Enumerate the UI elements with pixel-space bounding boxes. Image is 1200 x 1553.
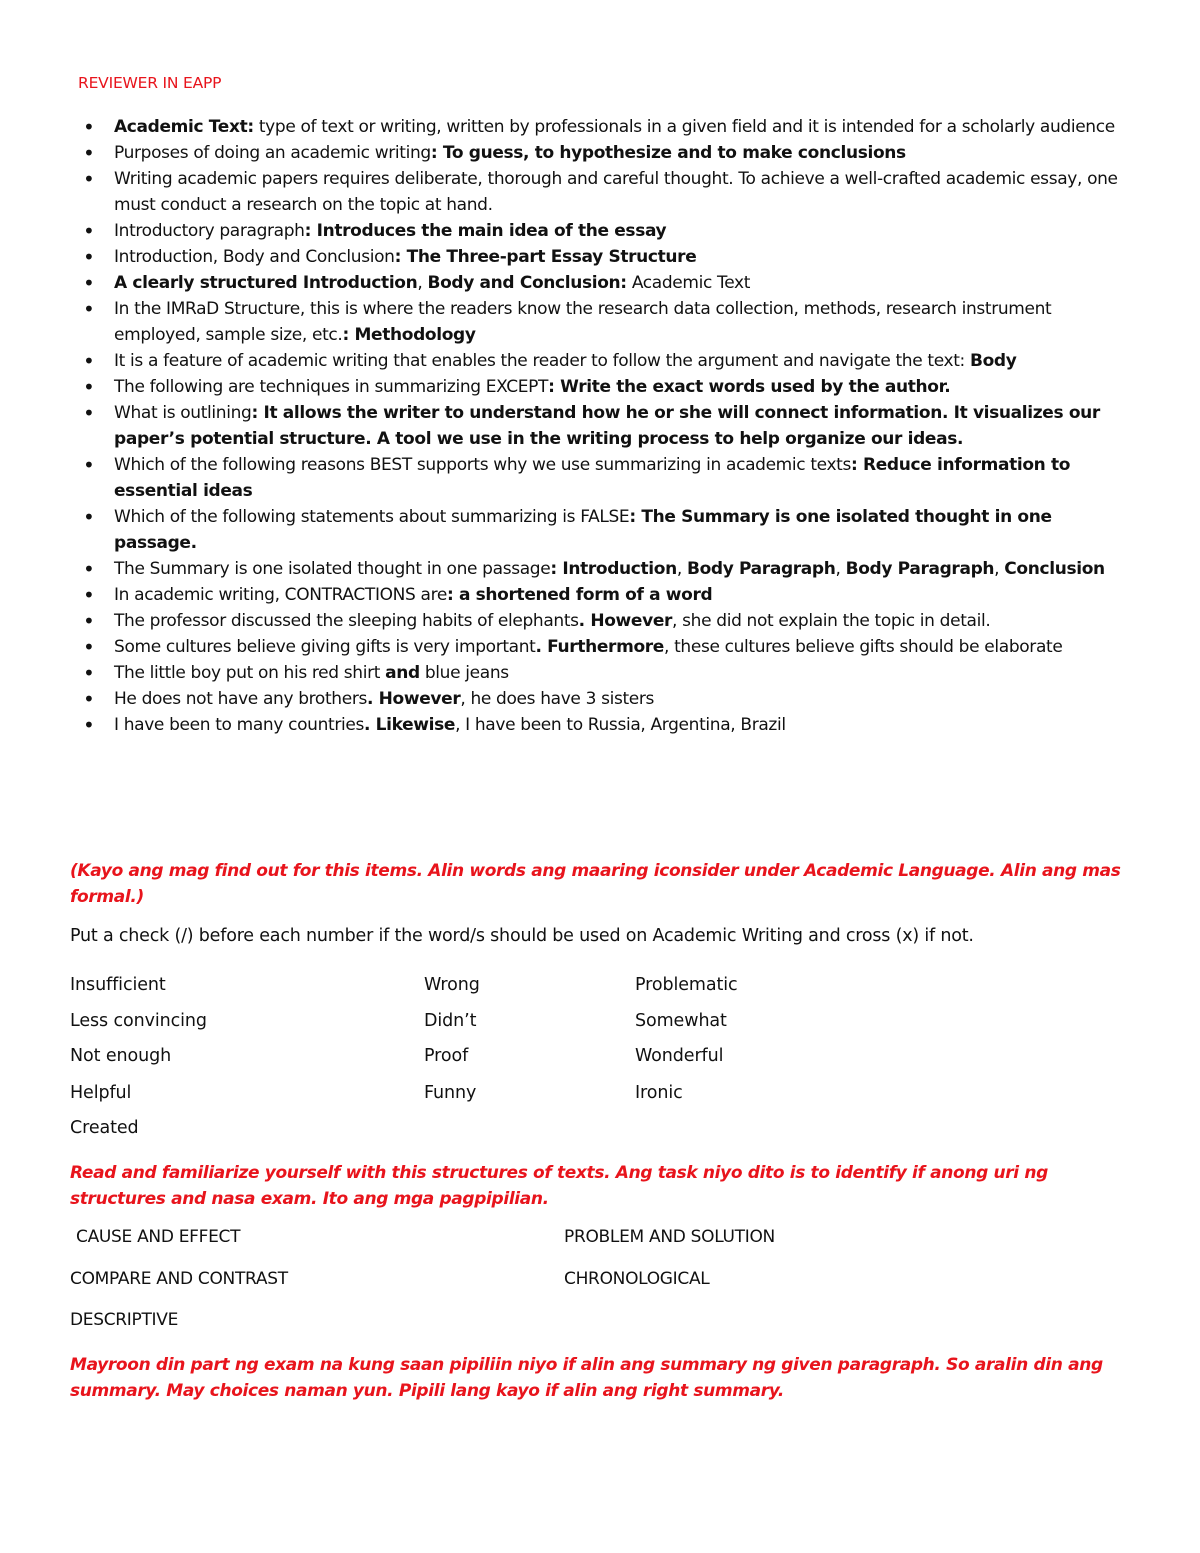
bold-text: : Introduction <box>550 559 677 579</box>
structure-compare-contrast: COMPARE AND CONTRAST <box>70 1269 288 1289</box>
bold-text: Body Paragraph <box>845 559 995 579</box>
bullet-item <box>70 608 1135 634</box>
bold-text: Academic Text: <box>114 117 254 137</box>
word-item: Funny <box>424 1083 477 1103</box>
bold-text: : The Three-part Essay Structure <box>394 247 697 267</box>
plain-text: , <box>676 559 687 579</box>
word-item: Less convincing <box>70 1011 207 1031</box>
word-item: Wonderful <box>635 1046 724 1066</box>
word-item: Created <box>70 1118 139 1138</box>
plain-text: In academic writing, CONTRACTIONS are <box>114 585 447 605</box>
note-summary: Mayroon din part ng exam na kung saan pipiliin niyo if alin ang summary ng given paragraph. So aralin din ang summary. May choices naman yun. Pipili lang kayo if alin ang right summary. <box>70 1355 1103 1401</box>
bullet-item <box>70 244 1135 270</box>
word-item: Insufficient <box>70 975 166 995</box>
bullet-item <box>70 218 1135 244</box>
plain-text: , he does have 3 sisters <box>460 689 655 709</box>
bold-text: Body Paragraph <box>686 559 836 579</box>
plain-text: Introductory paragraph <box>114 221 305 241</box>
bold-text: : a shortened form of a word <box>446 585 713 605</box>
word-item: Not enough <box>70 1046 172 1066</box>
plain-text: , she did not explain the topic in detail. <box>672 611 991 631</box>
bullet-item <box>70 296 1135 348</box>
plain-text: Academic Text <box>626 273 751 293</box>
bullet-item <box>70 114 1135 140</box>
structure-problem-solution: PROBLEM AND SOLUTION <box>564 1227 775 1247</box>
plain-text: Some cultures believe giving gifts is very important <box>114 637 536 657</box>
bullet-item <box>70 504 1135 556</box>
plain-text: The professor discussed the sleeping habits of elephants <box>114 611 579 631</box>
word-item: Proof <box>424 1046 469 1066</box>
plain-text: In the IMRaD Structure, this is where the readers know the research data collection, methods, research instrument employed, sample size, etc. <box>114 299 1052 345</box>
bold-text: : To guess, to hypothesize and to make conclusions <box>430 143 906 163</box>
plain-text: Which of the following statements about summarizing is FALSE <box>114 507 630 527</box>
bold-text: : The Summary is one isolated thought in one passage. <box>114 507 1052 553</box>
plain-text: , these cultures believe gifts should be elaborate <box>663 637 1063 657</box>
plain-text: Writing academic papers requires deliberate, thorough and careful thought. To achieve a well-crafted academic essay, one must conduct a research on the topic at hand. <box>114 169 1118 215</box>
bold-text: and <box>385 663 420 683</box>
word-item: Ironic <box>635 1083 683 1103</box>
note-find-out: (Kayo ang mag find out for this items. Alin words ang maaring iconsider under Academic Language. Alin ang mas formal.) <box>70 861 1121 907</box>
plain-text: He does not have any brothers <box>114 689 367 709</box>
bullet-list <box>70 114 1135 738</box>
bullet-item <box>70 660 1135 686</box>
plain-text: I have been to many countries <box>114 715 364 735</box>
bullet-item <box>70 634 1135 660</box>
structure-chronological: CHRONOLOGICAL <box>564 1269 710 1289</box>
bold-text: . However <box>578 611 673 631</box>
bullet-item <box>70 374 1135 400</box>
plain-text: Purposes of doing an academic writing <box>114 143 431 163</box>
bold-text: Body <box>969 351 1017 371</box>
note-structures: Read and familiarize yourself with this structures of texts. Ang task niyo dito is to identify if anong uri ng structures and nasa exam. Ito ang mga pagpipilian. <box>70 1163 1048 1209</box>
bold-text: A clearly structured Introduction <box>114 273 418 293</box>
structure-cause-effect: CAUSE AND EFFECT <box>76 1227 241 1247</box>
bold-text: : It allows the writer to understand how he or she will connect information. It visualizes our paper’s potential structure. A tool we use in the writing process to help organize our ideas. <box>114 403 1100 449</box>
instruction-text: Put a check (/) before each number if the word/s should be used on Academic Writing and cross (x) if not. <box>70 926 974 946</box>
bold-text: : Methodology <box>342 325 476 345</box>
plain-text: The Summary is one isolated thought in one passage <box>114 559 551 579</box>
bold-text: . However <box>366 689 461 709</box>
plain-text: What is outlining <box>114 403 252 423</box>
plain-text: blue jeans <box>419 663 509 683</box>
bold-text: Body and Conclusion: <box>427 273 627 293</box>
bold-text: : Introduces the main idea of the essay <box>304 221 667 241</box>
bullet-item <box>70 582 1135 608</box>
bold-text: Conclusion <box>1004 559 1105 579</box>
plain-text: , I have been to Russia, Argentina, Brazil <box>455 715 786 735</box>
bullet-item <box>70 686 1135 712</box>
bullet-item <box>70 140 1135 166</box>
plain-text: Which of the following reasons BEST supports why we use summarizing in academic texts <box>114 455 851 475</box>
bold-text: : Reduce information to essential ideas <box>114 455 1071 501</box>
bold-text: : Write the exact words used by the author. <box>548 377 951 397</box>
bullet-item <box>70 712 1135 738</box>
word-item: Didn’t <box>424 1011 477 1031</box>
plain-text: Introduction, Body and Conclusion <box>114 247 395 267</box>
word-item: Problematic <box>635 975 738 995</box>
plain-text: type of text or writing, written by professionals in a given field and it is intended for a scholarly audience <box>253 117 1115 137</box>
bold-text: . Likewise <box>363 715 456 735</box>
bullet-item <box>70 270 1135 296</box>
plain-text: It is a feature of academic writing that enables the reader to follow the argument and navigate the text: <box>114 351 970 371</box>
bullet-item <box>70 556 1135 582</box>
word-item: Helpful <box>70 1083 132 1103</box>
plain-text: The little boy put on his red shirt <box>114 663 386 683</box>
plain-text: , <box>835 559 846 579</box>
plain-text: The following are techniques in summarizing EXCEPT <box>114 377 549 397</box>
word-item: Wrong <box>424 975 480 995</box>
bullet-item <box>70 348 1135 374</box>
plain-text: , <box>994 559 1005 579</box>
plain-text: , <box>417 273 428 293</box>
bullet-item <box>70 166 1135 218</box>
word-item: Somewhat <box>635 1011 727 1031</box>
structure-descriptive: DESCRIPTIVE <box>70 1310 179 1330</box>
document-title: REVIEWER IN EAPP <box>78 74 222 92</box>
bold-text: . Furthermore <box>535 637 664 657</box>
bullet-item <box>70 452 1135 504</box>
bullet-item <box>70 400 1135 452</box>
